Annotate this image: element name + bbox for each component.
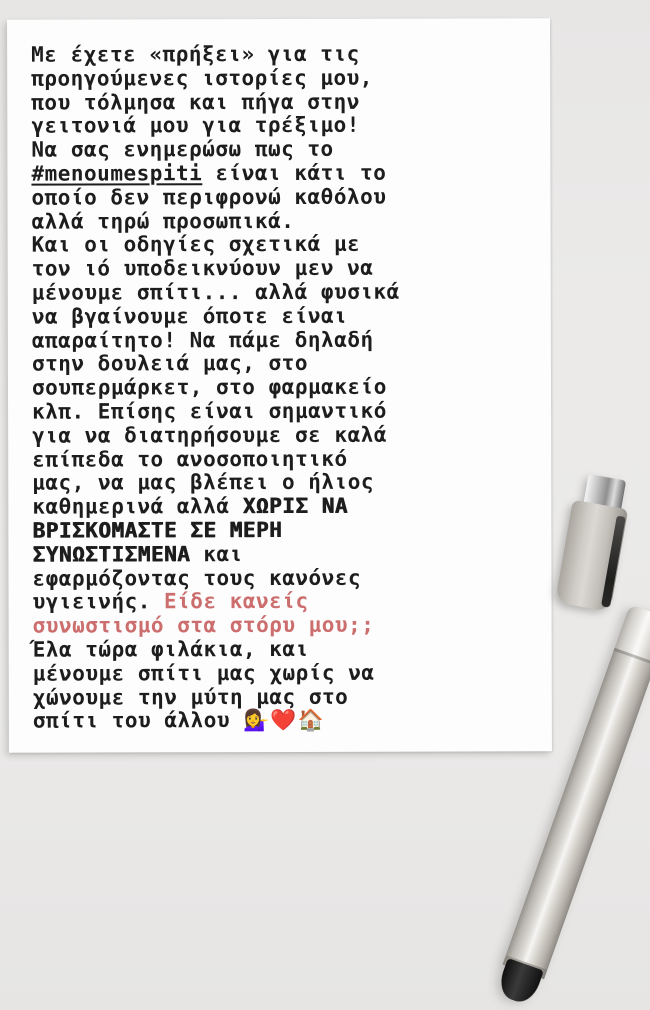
note-line xyxy=(32,447,541,472)
note-segment-normal: προηγούμενες ιστορίες μου, xyxy=(31,65,373,91)
note-line xyxy=(32,518,541,543)
note-line xyxy=(33,590,542,615)
note-segment-normal: για να διατηρήσουμε σε καλά xyxy=(32,422,388,448)
note-segment-normal: Έλα τώρα φιλάκια, και xyxy=(32,636,309,662)
note-segment-normal: γειτονιά μου για τρέξιμο! xyxy=(31,113,360,139)
note-line xyxy=(33,637,542,662)
note-segment-normal: μένουμε σπίτι... αλλά φυσικά xyxy=(31,279,400,305)
note-segment-normal: στην δουλειά μας, στο xyxy=(31,351,308,377)
note-segment-normal: και xyxy=(190,541,243,566)
note-line xyxy=(31,138,540,163)
note-line xyxy=(31,185,540,210)
note-line xyxy=(33,709,542,734)
note-segment-caps: ΒΡΙΣΚΟΜΑΣΤΕ ΣΕ ΜΕΡΗ xyxy=(32,517,283,543)
note-line xyxy=(32,399,541,424)
note-line xyxy=(31,42,540,67)
note-segment-normal: κλπ. Επίσης είναι σημαντικό xyxy=(32,398,387,424)
note-segment-normal: μας, να μας βλέπει ο ήλιος xyxy=(32,470,375,495)
note-segment-normal: οποίο δεν περιφρονώ καθόλου xyxy=(31,184,387,210)
note-line xyxy=(32,375,541,400)
note-line xyxy=(32,209,541,234)
note-line xyxy=(33,661,542,686)
note-line xyxy=(33,613,542,638)
note-line xyxy=(31,114,540,139)
note-segment-caps: ΧΩΡΙΣ ΝΑ xyxy=(242,493,348,519)
note-line xyxy=(31,66,540,91)
note-segment-normal: υγιεινής. xyxy=(32,589,165,614)
note-segment-normal: είναι κάτι το xyxy=(202,160,387,186)
pen-cap-icon xyxy=(555,472,633,612)
note-segment-emoji: 💁‍♀️❤️🏠 xyxy=(243,708,325,733)
note-line xyxy=(32,566,541,591)
note-segment-normal: Να σας ενημερώσω πως το xyxy=(31,137,334,162)
note-line xyxy=(32,256,541,281)
note-segment-caps: ΣΥΝΩΣΤΙΣΜΕΝΑ xyxy=(32,541,191,567)
note-line xyxy=(32,328,541,353)
note-segment-red: Είδε κανείς xyxy=(163,589,309,614)
note-line xyxy=(32,233,541,258)
note-segment-normal: που τόλμησα και πήγα στην xyxy=(31,89,360,115)
note-segment-normal: καθημερινά αλλά xyxy=(32,494,243,519)
note-line xyxy=(32,542,541,567)
note-segment-red: συνωστισμό στα στόρυ μου;; xyxy=(32,612,375,638)
note-segment-normal: Και οι οδηγίες σχετικά με xyxy=(31,232,361,258)
note-segment-normal: τον ιό υποδεικνύουν μεν να xyxy=(31,255,374,281)
note-line xyxy=(32,352,541,377)
note-segment-normal: χώνουμε την μύτη μας στο xyxy=(32,684,349,710)
note-segment-normal: σπίτι του άλλου xyxy=(32,708,244,733)
note-segment-hashtag: #menoumespiti xyxy=(31,161,203,186)
note-line xyxy=(32,304,541,329)
note-line xyxy=(32,494,541,519)
note-line xyxy=(33,685,542,710)
note-line xyxy=(31,161,540,186)
note-segment-normal: απαραίτητο! Να πάμε δηλαδή xyxy=(31,327,374,353)
note-text xyxy=(31,42,542,733)
note-line xyxy=(31,90,540,115)
note-segment-normal: Με έχετε «πρήξει» για τις xyxy=(31,41,360,67)
note-line xyxy=(32,423,541,448)
note-segment-normal: να βγαίνουμε όποτε είναι xyxy=(31,303,348,329)
note-segment-normal: επίπεδα το ανοσοποιητικό xyxy=(32,446,348,472)
note-segment-normal: αλλά τηρώ προσωπικά. xyxy=(31,208,295,234)
note-segment-normal: εφαρμόζοντας τους κανόνες xyxy=(32,565,362,591)
note-segment-normal: σουπερμάρκετ, στο φαρμακείο xyxy=(31,374,387,400)
note-line xyxy=(32,280,541,305)
note-segment-normal: μένουμε σπίτι μας χωρίς να xyxy=(32,660,375,686)
note-paper xyxy=(7,18,552,752)
note-line xyxy=(32,471,541,496)
